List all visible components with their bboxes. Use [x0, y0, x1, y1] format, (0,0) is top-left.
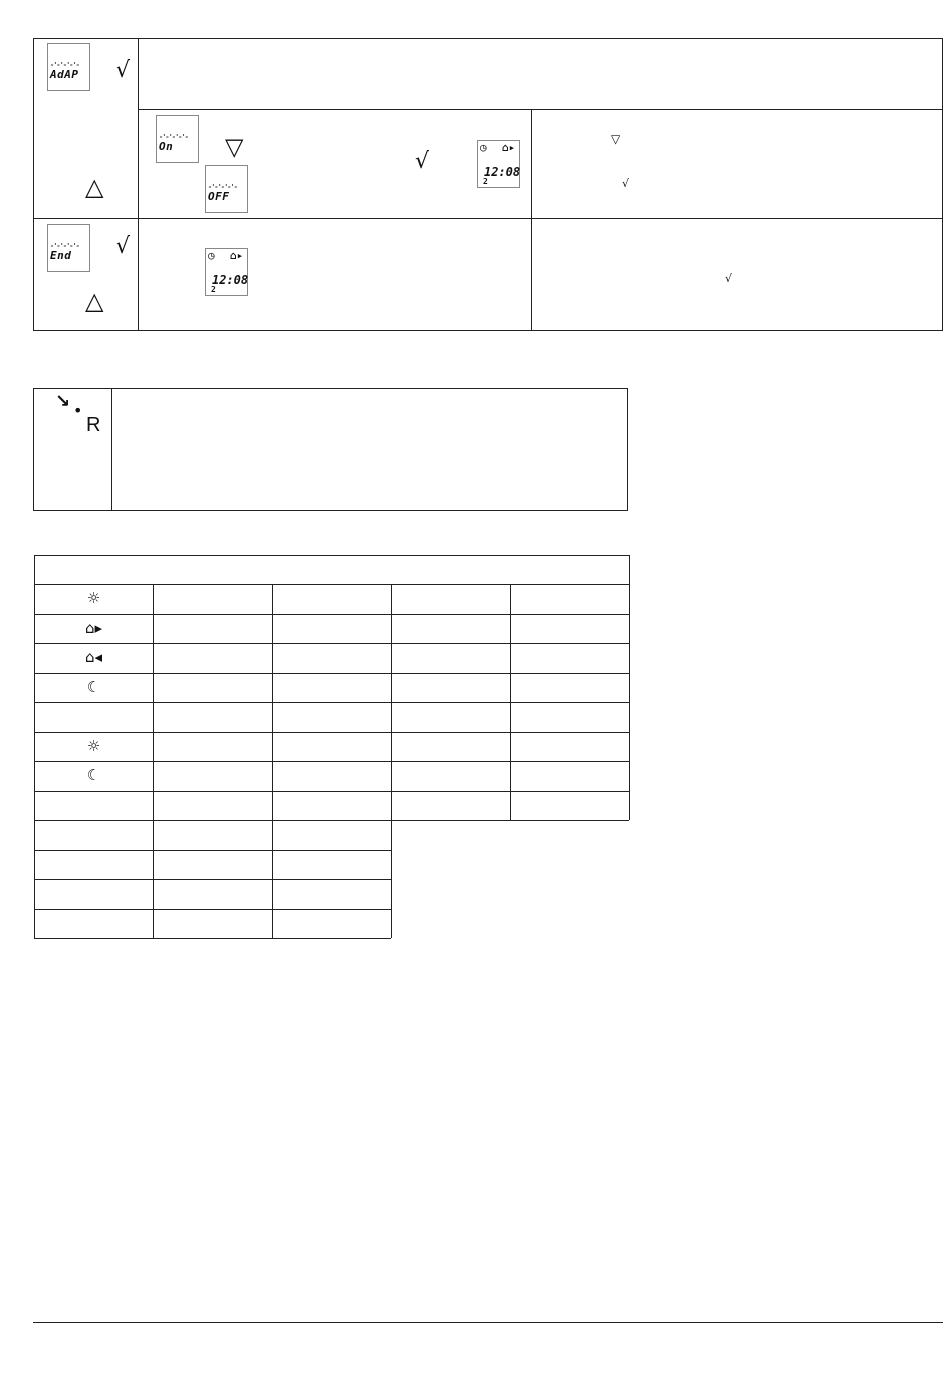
table-col-rule [391, 584, 392, 820]
lcd-day-number: 2 [483, 177, 488, 186]
table-row-rule [34, 909, 391, 910]
lcd-off-display [205, 165, 248, 213]
table-row-rule [34, 850, 391, 851]
lcd-blink-marks: -'-'-'-'- [208, 183, 237, 191]
house-leave-icon: ⌂◂ [84, 648, 103, 666]
clock-icon: ◷ [480, 141, 487, 154]
table-top-rule [34, 555, 629, 556]
table-col-rule [391, 820, 392, 938]
table-row-rule [34, 673, 629, 674]
lcd-text: AdAP [50, 68, 79, 81]
moon-icon: ☾ [86, 766, 101, 784]
table-row-rule [34, 732, 629, 733]
footer-rule [33, 1322, 943, 1323]
table-row-rule [34, 791, 629, 792]
check-icon: √ [415, 149, 430, 174]
reset-dot-icon: • [73, 401, 83, 420]
table-row-rule [34, 643, 629, 644]
house-arrow-icon: ⌂▸ [502, 141, 516, 154]
small-check-icon: √ [725, 272, 733, 285]
lcd-time-text: 12:08 [212, 273, 249, 287]
table-col-rule [272, 584, 273, 820]
lcd-blink-marks: -'-'-'-'- [50, 61, 79, 69]
table-col-rule [510, 584, 511, 820]
clock-icon: ◷ [208, 249, 215, 262]
check-icon: √ [116, 58, 131, 83]
reset-box-divider [111, 388, 112, 511]
lcd-text: End [50, 249, 72, 262]
small-down-triangle-icon: ▽ [611, 132, 621, 146]
lcd-text: On [159, 140, 174, 153]
sun-icon: ☼ [86, 589, 101, 607]
table-row-rule [34, 820, 629, 821]
table-divider [138, 109, 943, 110]
table-col-rule [153, 820, 154, 938]
lcd-blink-marks: -'-'-'-'- [50, 242, 79, 250]
reset-button-label: R [86, 414, 101, 436]
lcd-adap-display [47, 43, 90, 91]
lcd-text: OFF [208, 190, 230, 203]
lcd-time-text: 12:08 [484, 165, 521, 179]
lcd-blink-marks: -'-'-'-'- [159, 133, 188, 141]
table-row-rule [34, 761, 629, 762]
table-header-rule [34, 584, 629, 585]
up-triangle-icon: △ [85, 287, 104, 315]
table-row-rule [34, 614, 629, 615]
table-col-rule [272, 820, 273, 938]
small-check-icon: √ [622, 177, 630, 190]
house-arrive-icon: ⌂▸ [84, 618, 103, 637]
table-row-rule [34, 702, 629, 703]
table-row-rule [34, 938, 391, 939]
moon-icon: ☾ [86, 677, 101, 696]
lcd-on-display [156, 115, 199, 163]
house-arrow-icon: ⌂▸ [230, 249, 244, 262]
table-divider [33, 218, 943, 219]
lcd-end-display [47, 224, 90, 272]
table-divider [138, 38, 139, 331]
down-triangle-icon: ▽ [225, 133, 244, 161]
lcd-day-number: 2 [211, 285, 216, 294]
table-row-rule [34, 879, 391, 880]
sun-icon: ☼ [86, 736, 101, 755]
up-triangle-icon: △ [85, 173, 104, 201]
table-divider [531, 109, 532, 331]
reset-box [33, 388, 628, 511]
check-icon: √ [116, 234, 131, 259]
lcd-time-display [205, 248, 248, 296]
table-col-rule [153, 584, 154, 820]
reset-arrow-icon: ↘ [55, 391, 71, 412]
lcd-time-display [477, 140, 520, 188]
table-right-rule [629, 555, 630, 820]
